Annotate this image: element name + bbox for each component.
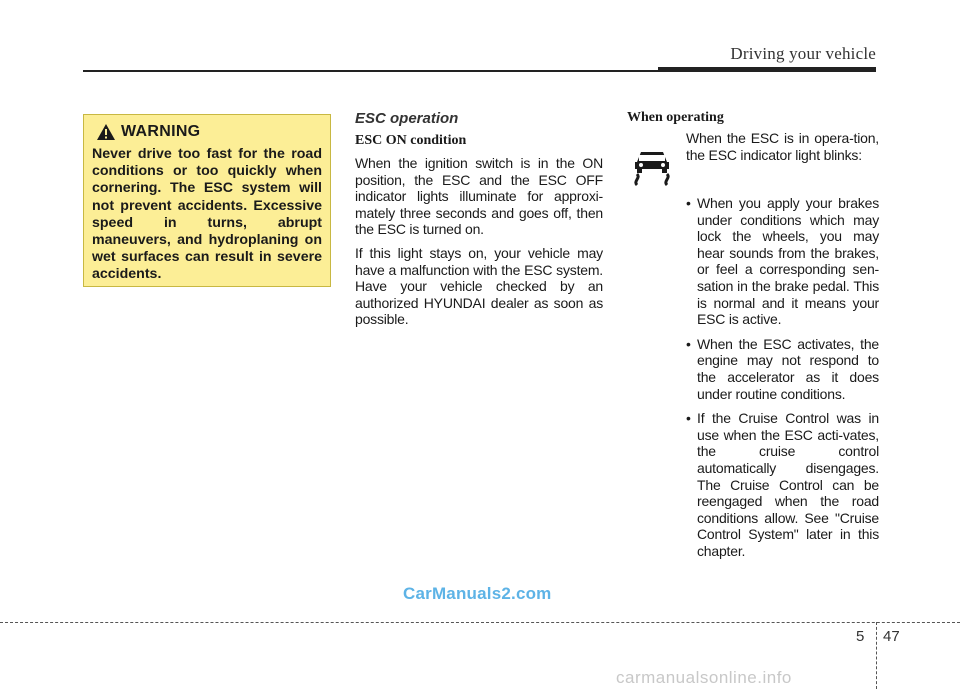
header-rule-thick [658, 67, 876, 72]
esc-indicator-row [627, 130, 879, 190]
list-item: • When the ESC activates, the engine may not respond to the accelerator as it does under routine conditions. [686, 335, 879, 402]
chapter-number: 5 [856, 628, 865, 645]
list-item: • When you apply your brakes under conditions which may lock the wheels, you may hear sounds from the brakes, or feel a corresponding sen-sation in the brake pedal. This is normal and it means your ESC is active. [686, 195, 879, 328]
esc-on-heading: ESC ON condition [355, 133, 467, 148]
page-number: 47 [883, 628, 900, 645]
when-operating-list [686, 195, 879, 559]
watermark-link[interactable]: CarManuals2.com [403, 584, 552, 603]
header-rule-thin [83, 70, 658, 72]
warning-box [83, 114, 331, 287]
when-operating-column [627, 110, 879, 567]
section-header-title: Driving your vehicle [730, 44, 876, 63]
warning-header [96, 123, 322, 141]
footer-page-divider [876, 622, 877, 689]
when-operating-heading: When operating [627, 110, 724, 125]
warning-title: WARNING [121, 123, 201, 140]
site-watermark: carmanualsonline.info [616, 668, 792, 687]
warning-text: Never drive too fast for the road conditions or too quickly when cornering. The ESC system will not prevent accidents. Excessive speed in turns, abrupt maneuvers, and hydroplaning on wet surfaces can result in severe accidents. [92, 146, 322, 283]
esc-operation-column [355, 110, 603, 335]
esc-indicator-icon [627, 144, 677, 190]
footer-divider [0, 622, 960, 623]
list-item: • If the Cruise Control was in use when the ESC acti-vates, the cruise control automatically disengages. The Cruise Control can be reengaged when the road conditions allow. See "Cruise Control System" later in this chapter. [686, 410, 879, 559]
esc-operation-title: ESC operation [355, 110, 459, 127]
esc-indicator-text: When the ESC is in opera-tion, the ESC indicator light blinks: [686, 130, 879, 163]
esc-on-paragraph: When the ignition switch is in the ON position, the ESC and the ESC OFF indicator lights illuminate for approxi-mately three seconds and goes off, then the ESC is turned on. [355, 155, 603, 238]
warning-triangle-icon [96, 123, 116, 141]
esc-malfunction-paragraph: If this light stays on, your vehicle may have a malfunction with the ESC system. Have your vehicle checked by an authorized HYUNDAI dealer as soon as possible. [355, 244, 603, 328]
